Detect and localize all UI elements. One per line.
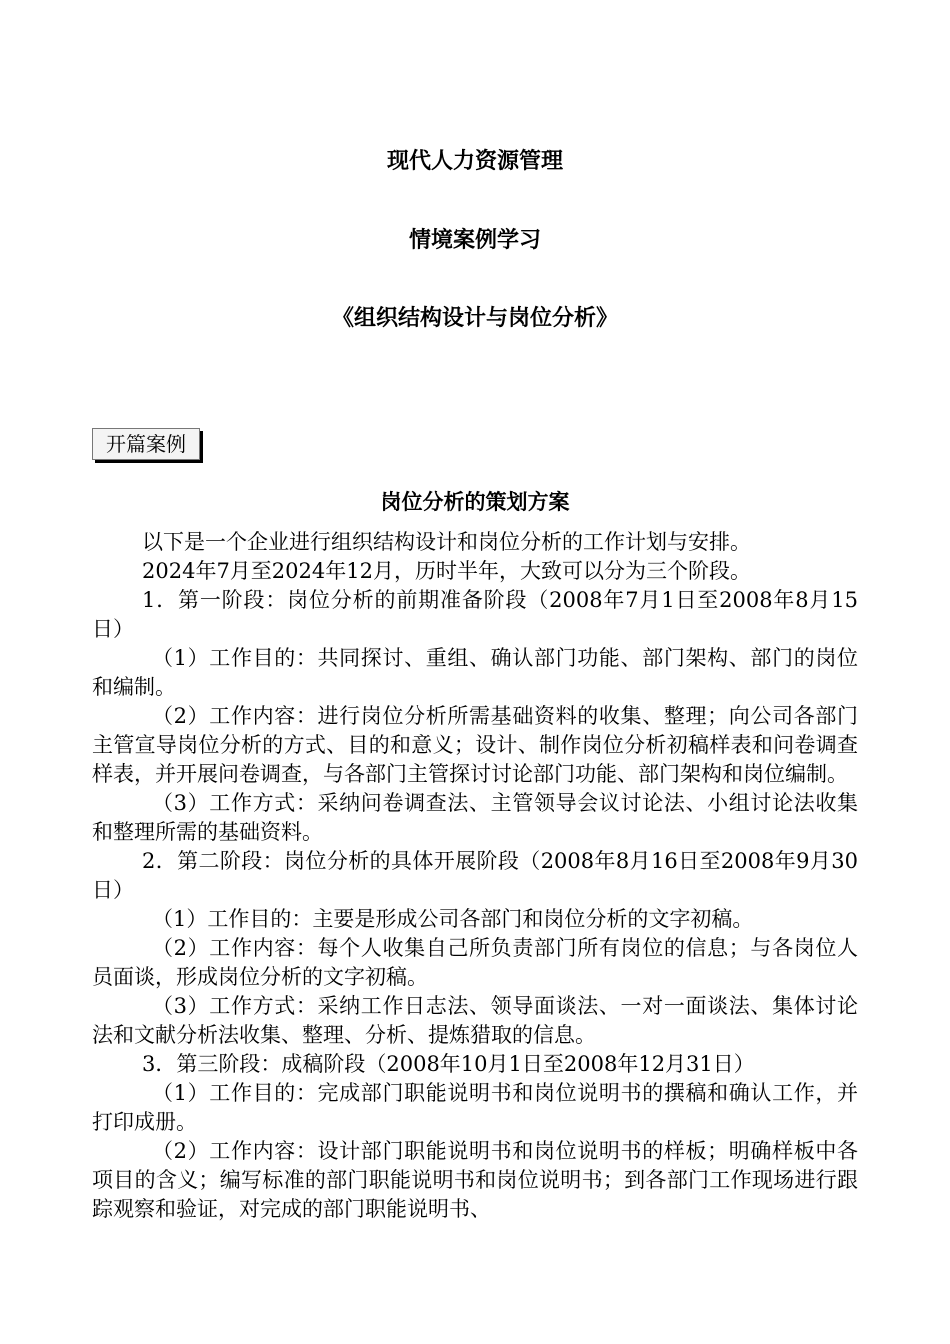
stage-heading: 1．第一阶段：岗位分析的前期准备阶段（2008年7月1日至2008年8月15日） [92, 588, 858, 641]
case-tag-box: 开篇案例 [92, 428, 200, 460]
stage-heading: 3．第三阶段：成稿阶段（2008年10月1日至2008年12月31日） [142, 1052, 755, 1076]
document-body [92, 528, 858, 1224]
paragraph: （2）工作内容：每个人收集自己所负责部门所有岗位的信息；与各岗位人员面谈，形成岗位分析的文字初稿。 [92, 936, 858, 989]
document-topic: 《组织结构设计与岗位分析》 [331, 306, 618, 331]
paragraph: （1）工作目的：主要是形成公司各部门和岗位分析的文字初稿。 [152, 907, 754, 931]
stage-heading: 2．第二阶段：岗位分析的具体开展阶段（2008年8月16日至2008年9月30日） [92, 849, 858, 902]
document-title: 现代人力资源管理 [386, 149, 563, 174]
paragraph: （2）工作内容：进行岗位分析所需基础资料的收集、整理；向公司各部门主管宣导岗位分析的方式、目的和意义；设计、制作岗位分析初稿样表和问卷调查样表，并开展问卷调查，与各部门主管探讨讨论部门功能、部门架构和岗位编制。 [92, 704, 858, 786]
paragraph: （1）工作目的：完成部门职能说明书和岗位说明书的撰稿和确认工作，并打印成册。 [92, 1081, 858, 1134]
paragraph: （2）工作内容：设计部门职能说明书和岗位说明书的样板；明确样板中各项目的含义；编写标准的部门职能说明书和岗位说明书；到各部门工作现场进行跟踪观察和验证，对完成的部门职能说明书、 [92, 1139, 858, 1221]
paragraph: （3）工作方式：采纳工作日志法、领导面谈法、一对一面谈法、集体讨论法和文献分析法收集、整理、分析、提炼猎取的信息。 [92, 994, 858, 1047]
paragraph: 2024年7月至2024年12月，历时半年，大致可以分为三个阶段。 [142, 559, 751, 583]
paragraph: （3）工作方式：采纳问卷调查法、主管领导会议讨论法、小组讨论法收集和整理所需的基础资料。 [92, 791, 858, 844]
document-subtitle: 情境案例学习 [408, 228, 541, 253]
section-heading: 岗位分析的策划方案 [380, 490, 570, 514]
paragraph: 以下是一个企业进行组织结构设计和岗位分析的工作计划与安排。 [142, 530, 751, 554]
paragraph: （1）工作目的：共同探讨、重组、确认部门功能、部门架构、部门的岗位和编制。 [92, 646, 858, 699]
